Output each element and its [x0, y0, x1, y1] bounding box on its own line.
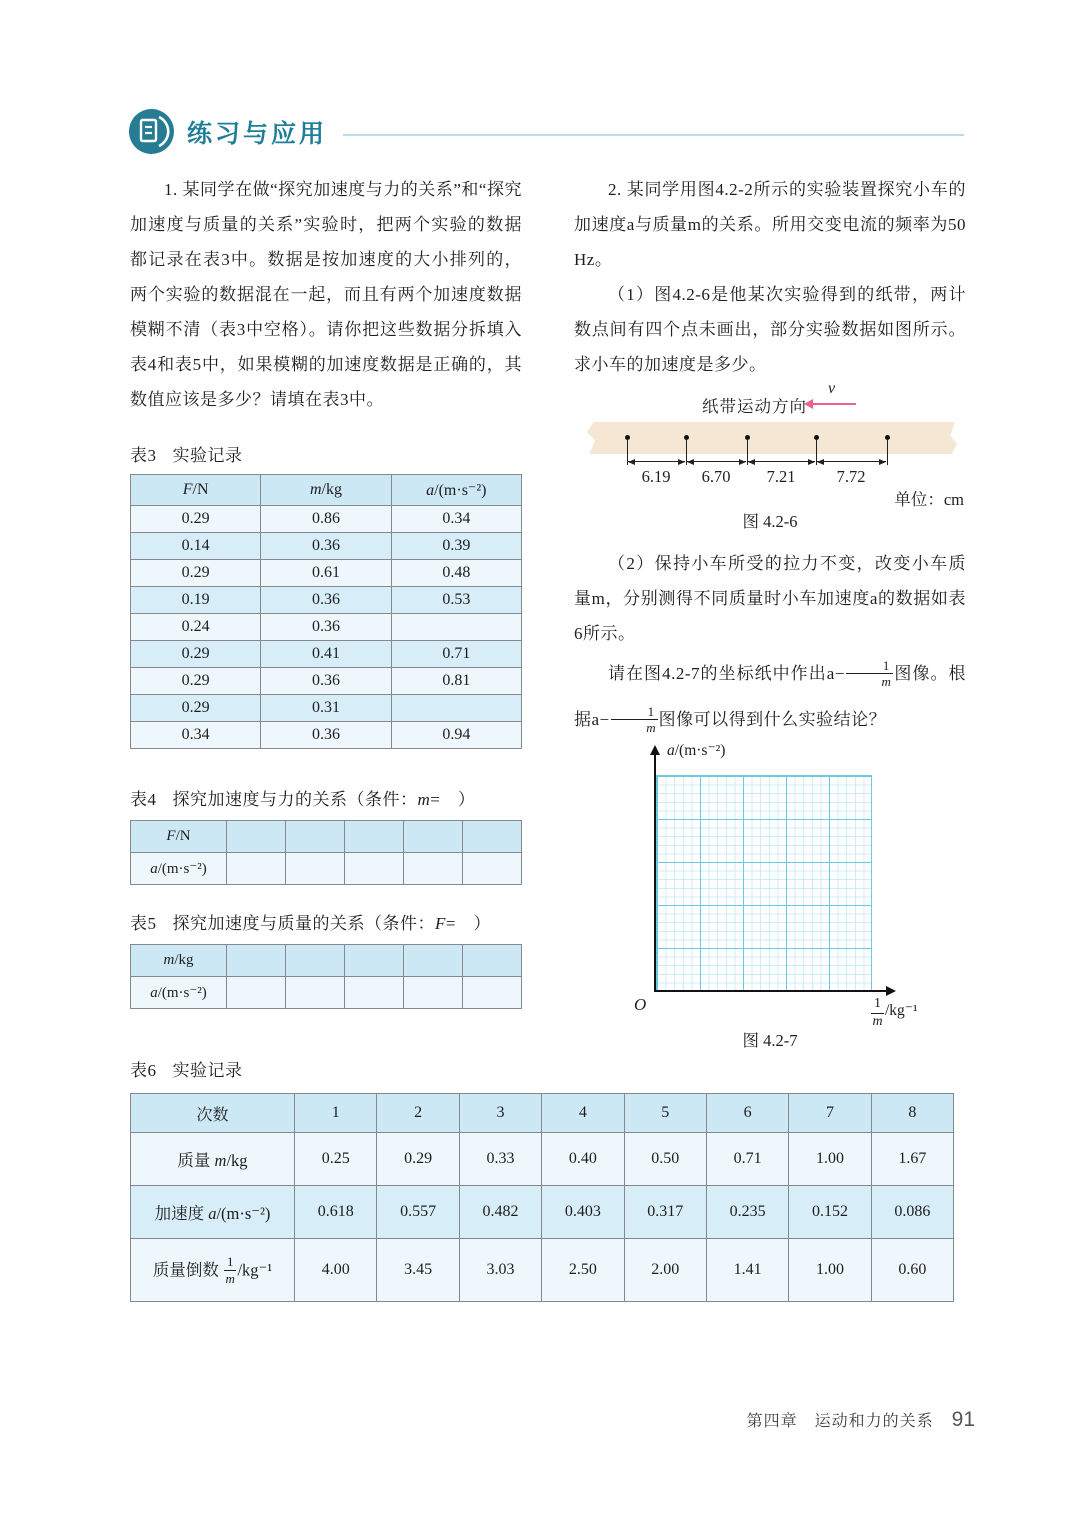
cell: 3.45: [377, 1239, 459, 1302]
var: m: [214, 1151, 227, 1170]
figure-tape: [574, 380, 966, 536]
cell: 0.29: [131, 506, 261, 533]
cell: 0.50: [624, 1133, 706, 1186]
y-axis-label: [667, 741, 725, 760]
table3-header-m: [261, 475, 391, 506]
text-segment: 请在图4.2-7的坐标纸中作出a−: [608, 664, 845, 683]
tape-direction-label: 纸带运动方向: [702, 397, 807, 416]
cell: 0.403: [542, 1186, 624, 1239]
problem-2-request: [574, 651, 966, 743]
table3-caption-no: 表3: [130, 446, 157, 465]
label-prefix: 质量倒数: [152, 1260, 223, 1280]
cell-blank: [463, 821, 522, 853]
cell-blank: [345, 977, 404, 1009]
var: m: [163, 952, 175, 968]
cell: 0.36: [261, 587, 391, 614]
var: a: [208, 1204, 217, 1223]
table6-corner: 次数: [131, 1094, 295, 1133]
caption-post: = ）: [430, 790, 476, 809]
unit: /(m·s⁻²): [157, 985, 207, 1001]
unit: /N: [192, 481, 209, 498]
page-footer: [747, 1408, 975, 1432]
unit: /kg: [174, 952, 194, 968]
figure-caption: 图 4.2-6: [742, 512, 798, 531]
table-row: [131, 614, 522, 641]
cell: 0.71: [706, 1133, 788, 1186]
cell-blank: [404, 853, 463, 885]
cell: 1.00: [789, 1133, 871, 1186]
cell: 4.00: [295, 1239, 377, 1302]
cell-blank: [286, 821, 345, 853]
numerator: 1: [611, 705, 658, 721]
unit: /(m·s⁻²): [216, 1204, 271, 1223]
cell: 0.235: [706, 1186, 788, 1239]
cell: 0.36: [261, 533, 391, 560]
cell: 0.34: [131, 722, 261, 749]
denominator: m: [646, 720, 657, 736]
dimension-arrow: [748, 461, 815, 462]
fraction-1-over-m: [846, 659, 893, 689]
figure-caption: 图 4.2-7: [742, 1031, 798, 1050]
table-row: [131, 977, 522, 1009]
table-row: [131, 587, 522, 614]
caption-pre: 探究加速度与质量的关系（条件：: [172, 914, 435, 933]
table3-caption: [130, 441, 522, 466]
cell-blank: [227, 977, 286, 1009]
cell: 0.29: [131, 641, 261, 668]
numerator: 1: [871, 997, 884, 1014]
table-row: [131, 722, 522, 749]
cell-blank: [227, 821, 286, 853]
text-segment: 图像。根据a−: [574, 664, 967, 729]
table4: [130, 820, 522, 885]
var: F: [182, 481, 193, 498]
cell: 3.03: [459, 1239, 541, 1302]
cell: 0.33: [459, 1133, 541, 1186]
table3: [130, 474, 522, 749]
unit: /kg: [226, 1151, 248, 1170]
table-row: [131, 533, 522, 560]
cell: 0.36: [261, 668, 391, 695]
tape-measurement: 6.19: [641, 467, 671, 486]
cell: 0.48: [391, 560, 521, 587]
table4-caption: [130, 785, 522, 810]
table6-section: [130, 1056, 954, 1302]
col-header: 7: [789, 1094, 871, 1133]
problem-2-part1: （1）图4.2-6是他某次实验得到的纸带，两计数点间有四个点未画出，部分实验数据如图所示。求小车的加速度是多少。: [574, 285, 966, 374]
row-label-mass: [131, 1133, 295, 1186]
section-title: 练习与应用: [187, 119, 328, 148]
table-row: [131, 560, 522, 587]
table-row: [131, 475, 522, 506]
velocity-arrow-icon: [812, 403, 856, 405]
cell-blank: [227, 853, 286, 885]
table3-header-a: [391, 475, 521, 506]
unit: /(m·s⁻²): [157, 861, 207, 877]
var: a: [426, 482, 435, 499]
cell: 0.41: [261, 641, 391, 668]
caption-pre: 探究加速度与力的关系（条件：: [172, 790, 418, 809]
cell-blank: [345, 853, 404, 885]
col-header: 5: [624, 1094, 706, 1133]
problem-2-intro: 2. 某同学用图4.2-2所示的实验装置探究小车的加速度a与质量m的关系。所用交变电流的频率为50 Hz。: [574, 180, 966, 269]
row-label-acceleration: [131, 1186, 295, 1239]
cell: 0.60: [871, 1239, 953, 1302]
table3-header-F: [131, 475, 261, 506]
table5-caption: [130, 909, 522, 934]
practice-icon: [128, 108, 175, 155]
col-header: 4: [542, 1094, 624, 1133]
cell: 0.25: [295, 1133, 377, 1186]
label-prefix: 加速度: [154, 1204, 209, 1223]
cell-blank: [463, 853, 522, 885]
table5-row1-label: [131, 945, 227, 977]
header-rule: [343, 134, 964, 136]
caption-var: F: [435, 914, 446, 933]
dimension-arrow: [687, 461, 746, 462]
cell: 0.29: [131, 695, 261, 722]
cell: 2.50: [542, 1239, 624, 1302]
var: F: [166, 828, 176, 844]
cell: 0.317: [624, 1186, 706, 1239]
fraction-1-over-m: [611, 705, 658, 735]
caption-post: = ）: [445, 914, 491, 933]
table-row: [131, 1239, 954, 1302]
cell-blank: [286, 853, 345, 885]
unit: /(m·s⁻²): [674, 742, 726, 759]
cell: 0.31: [261, 695, 391, 722]
cell-blank: [391, 614, 521, 641]
cell: 0.36: [261, 614, 391, 641]
paper-tape: [587, 422, 957, 454]
table5-row2-label: [131, 977, 227, 1009]
cell: 0.53: [391, 587, 521, 614]
tick-line: [887, 440, 888, 465]
row-label-inverse-mass: [131, 1239, 295, 1302]
unit: /kg⁻¹: [885, 1001, 918, 1019]
cell: 0.94: [391, 722, 521, 749]
denominator: m: [872, 1013, 883, 1029]
cell-blank: [391, 695, 521, 722]
velocity-label: v: [828, 380, 836, 397]
cell-blank: [286, 945, 345, 977]
unit: /kg⁻¹: [237, 1260, 273, 1280]
table-row: [131, 853, 522, 885]
cell: 0.34: [391, 506, 521, 533]
cell: 1.67: [871, 1133, 953, 1186]
cell-blank: [286, 977, 345, 1009]
graph-paper-grid: [656, 775, 872, 991]
problem-1-text: 1. 某同学在做“探究加速度与力的关系”和“探究加速度与质量的关系”实验时，把两个实验的数据都记录在表3中。数据是按加速度的大小排列的，两个实验的数据混在一起，而且有两个加速度数据模糊不清（表3中空格）。请你把这些数据分拆填入表4和表5中，如果模糊的加速度数据是正确的，其数值应该是多少？请填在表3中。: [130, 180, 522, 409]
left-column: [130, 172, 522, 1009]
tape-measurement: 7.21: [766, 467, 796, 486]
cell: 0.482: [459, 1186, 541, 1239]
cell: 0.29: [131, 668, 261, 695]
cell-blank: [404, 821, 463, 853]
col-header: 6: [706, 1094, 788, 1133]
cell: 1.00: [789, 1239, 871, 1302]
right-column: [574, 172, 967, 1050]
cell: 0.152: [789, 1186, 871, 1239]
unit: /kg: [321, 481, 342, 498]
x-axis-label: [870, 997, 918, 1029]
cell: 0.39: [391, 533, 521, 560]
cell: 0.14: [131, 533, 261, 560]
origin-label: O: [634, 995, 647, 1014]
cell: 0.36: [261, 722, 391, 749]
cell: 0.71: [391, 641, 521, 668]
cell: 0.86: [261, 506, 391, 533]
caption-no: 表4: [130, 790, 157, 809]
page-number: 91: [951, 1408, 975, 1431]
table-row: [131, 506, 522, 533]
cell-blank: [463, 977, 522, 1009]
table6: [130, 1093, 954, 1302]
col-header: 2: [377, 1094, 459, 1133]
table4-row2-label: [131, 853, 227, 885]
figure-graph: [574, 742, 966, 1050]
problem-2-part2: （2）保持小车所受的拉力不变，改变小车质量m，分别测得不同质量时小车加速度a的数据如表6所示。: [574, 554, 966, 643]
table-row: [131, 1133, 954, 1186]
fraction-1-over-m: [871, 997, 884, 1029]
var: a: [150, 985, 158, 1001]
unit: /(m·s⁻²): [434, 482, 487, 499]
denominator: m: [225, 1270, 235, 1286]
caption-no: 表5: [130, 914, 157, 933]
x-axis-arrow-icon: [886, 986, 896, 996]
chapter-title: 第四章 运动和力的关系: [746, 1413, 934, 1430]
caption-title: 实验记录: [172, 1061, 243, 1080]
cell-blank: [345, 821, 404, 853]
table5: [130, 944, 522, 1009]
tape-measurement: 7.72: [836, 467, 866, 486]
cell: 0.19: [131, 587, 261, 614]
numerator: 1: [224, 1255, 237, 1271]
cell: 0.81: [391, 668, 521, 695]
table-row: [131, 821, 522, 853]
tape-unit-label: 单位：cm: [894, 490, 964, 509]
col-header: 1: [295, 1094, 377, 1133]
cell: 0.24: [131, 614, 261, 641]
unit: /N: [175, 828, 191, 844]
var: m: [309, 481, 322, 498]
cell: 1.41: [706, 1239, 788, 1302]
cell-blank: [404, 977, 463, 1009]
cell: 2.00: [624, 1239, 706, 1302]
table-row: [131, 668, 522, 695]
denominator: m: [881, 674, 892, 690]
cell: 0.61: [261, 560, 391, 587]
table-row: [131, 945, 522, 977]
table3-caption-title: 实验记录: [172, 446, 243, 465]
var: a: [150, 861, 158, 877]
tape-measurement: 6.70: [701, 467, 731, 486]
table6-caption: [130, 1056, 954, 1081]
cell: 0.557: [377, 1186, 459, 1239]
cell-blank: [345, 945, 404, 977]
caption-no: 表6: [130, 1061, 157, 1080]
label-prefix: 质量: [177, 1151, 215, 1170]
cell: 0.618: [295, 1186, 377, 1239]
text-segment: 图像可以得到什么实验结论？: [658, 710, 887, 729]
x-axis: [654, 990, 888, 992]
caption-var: m: [417, 790, 431, 809]
cell-blank: [404, 945, 463, 977]
cell-blank: [463, 945, 522, 977]
numerator: 1: [846, 659, 893, 675]
cell: 0.29: [131, 560, 261, 587]
fraction-1-over-m: [224, 1255, 237, 1285]
section-header: [128, 108, 964, 155]
cell: 0.086: [871, 1186, 953, 1239]
cell: 0.40: [542, 1133, 624, 1186]
col-header: 8: [871, 1094, 953, 1133]
table-row: [131, 695, 522, 722]
table-row: [131, 1186, 954, 1239]
dimension-arrow: [817, 461, 886, 462]
cell-blank: [227, 945, 286, 977]
cell: 0.29: [377, 1133, 459, 1186]
table4-row1-label: [131, 821, 227, 853]
var: a: [667, 742, 675, 759]
table-row: [131, 1094, 954, 1133]
col-header: 3: [459, 1094, 541, 1133]
dimension-arrow: [628, 461, 685, 462]
table-row: [131, 641, 522, 668]
